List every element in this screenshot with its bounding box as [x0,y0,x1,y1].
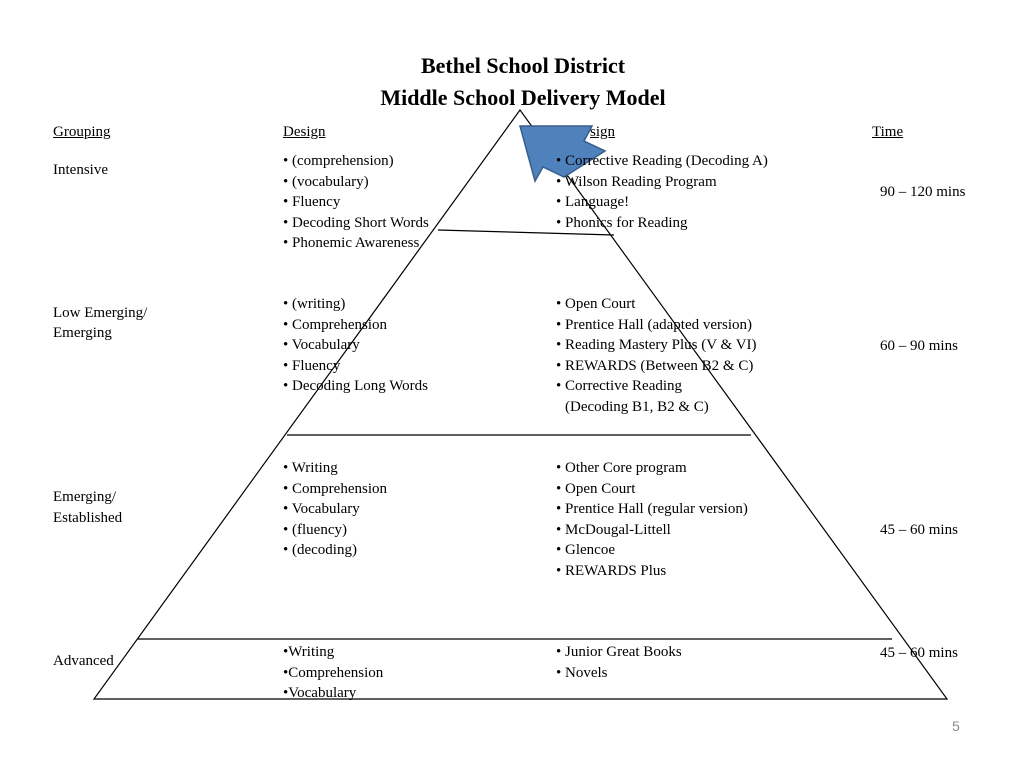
list-item: • Comprehension [283,316,387,333]
list-item: • Phonics for Reading [556,214,688,231]
header-design-2: sign [590,124,616,140]
grouping-low-emerging-line-2: Emerging [53,325,112,341]
list-item: • McDougal-Littell [556,521,671,538]
list-item: • Decoding Short Words [283,214,429,231]
list-item: • Vocabulary [283,501,360,517]
list-item: • REWARDS (Between B2 & C) [556,357,754,374]
design-list-low-emerging [283,294,428,397]
page-title-line-2: Middle School Delivery Model [380,85,666,110]
grouping-emerging-line-1: Emerging/ [53,489,117,505]
programs-list-advanced [556,642,682,683]
design-list-emerging [283,458,387,561]
header-grouping: Grouping [53,124,111,140]
list-item: • Corrective Reading (Decoding A) [556,153,768,169]
grouping-emerging-line-2: Established [53,510,123,526]
design-list-intensive [283,151,429,254]
time-low-emerging: 60 – 90 mins [880,338,958,354]
list-item: • Other Core program [556,460,687,476]
page-number: 5 [952,718,960,734]
list-item: • (writing) [283,296,346,312]
list-item: • Wilson Reading Program [556,173,717,190]
list-item: (Decoding B1, B2 & C) [565,398,709,415]
list-item: • (comprehension) [283,153,394,169]
list-item: • Prentice Hall (regular version) [556,501,748,517]
list-item: •Writing [283,644,335,660]
programs-list-intensive [556,151,768,233]
grouping-advanced: Advanced [53,653,114,669]
time-intensive: 90 – 120 mins [880,184,966,200]
time-advanced: 45 – 60 mins [880,645,958,661]
list-item: • Writing [283,460,338,476]
list-item: • (decoding) [283,542,357,558]
list-item: • Reading Mastery Plus (V & VI) [556,337,757,353]
list-item: • Vocabulary [283,337,360,353]
grouping-low-emerging-line-1: Low Emerging/ [53,305,148,321]
list-item: • Glencoe [556,542,615,558]
header-time: Time [872,124,904,140]
list-item: •Vocabulary [283,685,357,701]
list-item: • Novels [556,664,608,681]
list-item: •Comprehension [283,664,384,681]
page-title-line-1: Bethel School District [420,53,626,78]
list-item: • Fluency [283,194,341,210]
list-item: • Language! [556,194,630,210]
list-item: • Open Court [556,480,636,497]
pyramid-outline [94,110,947,699]
list-item: • Corrective Reading [556,378,683,394]
list-item: • Prentice Hall (adapted version) [556,316,753,333]
list-item: • Comprehension [283,480,387,497]
design-list-advanced [283,642,383,704]
list-item: • Open Court [556,296,636,312]
list-item: • Phonemic Awareness [283,235,420,251]
list-item: • REWARDS Plus [556,562,667,579]
grouping-intensive: Intensive [53,162,108,178]
list-item: • (fluency) [283,521,347,538]
list-item: • Fluency [283,357,341,374]
programs-list-low-emerging [556,294,757,417]
programs-list-emerging [556,458,748,581]
list-item: • (vocabulary) [283,173,369,190]
time-emerging: 45 – 60 mins [880,522,958,538]
header-design: Design [283,124,326,140]
list-item: • Decoding Long Words [283,378,428,394]
list-item: • Junior Great Books [556,644,682,660]
